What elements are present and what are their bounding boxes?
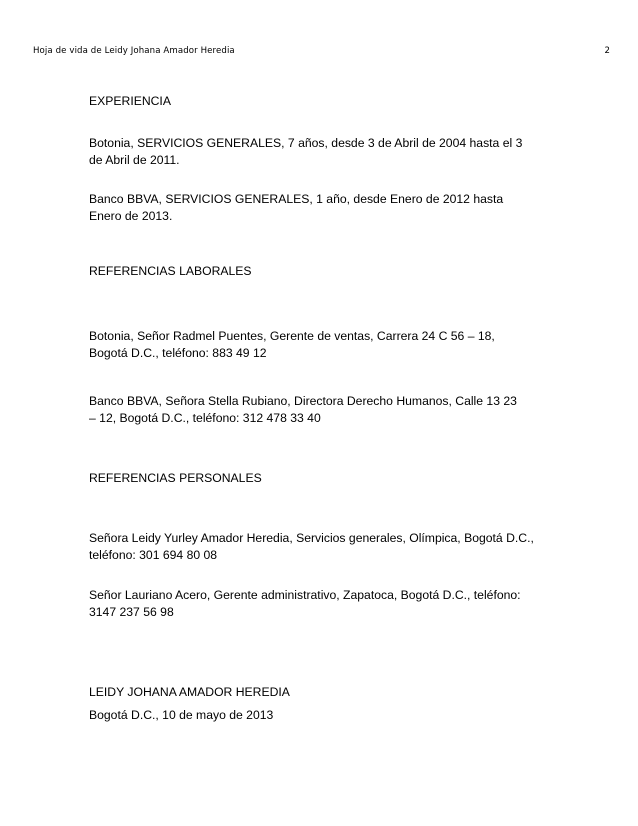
header-title: Hoja de vida de Leidy Johana Amador Heredia [33, 46, 235, 56]
experiencia-item-botonia: Botonia, SERVICIOS GENERALES, 7 años, desde 3 de Abril de 2004 hasta el 3 de Abril de 2011. [89, 136, 523, 167]
page-number: 2 [604, 46, 610, 56]
referencias-personales-heading: REFERENCIAS PERSONALES [89, 471, 262, 485]
referencia-laboral-botonia: Botonia, Señor Radmel Puentes, Gerente de ventas, Carrera 24 C 56 – 18, Bogotá D.C., teléfono: 883 49 12 [89, 329, 495, 360]
signature-place-date: Bogotá D.C., 10 de mayo de 2013 [89, 708, 274, 722]
referencias-laborales-heading: REFERENCIAS LABORALES [89, 264, 252, 278]
signature-name: LEIDY JOHANA AMADOR HEREDIA [89, 685, 290, 699]
experiencia-heading: EXPERIENCIA [89, 94, 171, 108]
referencia-personal-leidy: Señora Leidy Yurley Amador Heredia, Servicios generales, Olímpica, Bogotá D.C., teléfono: 301 694 80 08 [89, 531, 534, 562]
referencia-laboral-bbva: Banco BBVA, Señora Stella Rubiano, Directora Derecho Humanos, Calle 13 23 – 12, Bogotá D.C., teléfono: 312 478 33 40 [89, 394, 517, 425]
referencia-personal-lauriano: Señor Lauriano Acero, Gerente administrativo, Zapatoca, Bogotá D.C., teléfono: 3147 237 56 98 [89, 588, 521, 619]
experiencia-item-bbva: Banco BBVA, SERVICIOS GENERALES, 1 año, desde Enero de 2012 hasta Enero de 2013. [89, 192, 504, 223]
